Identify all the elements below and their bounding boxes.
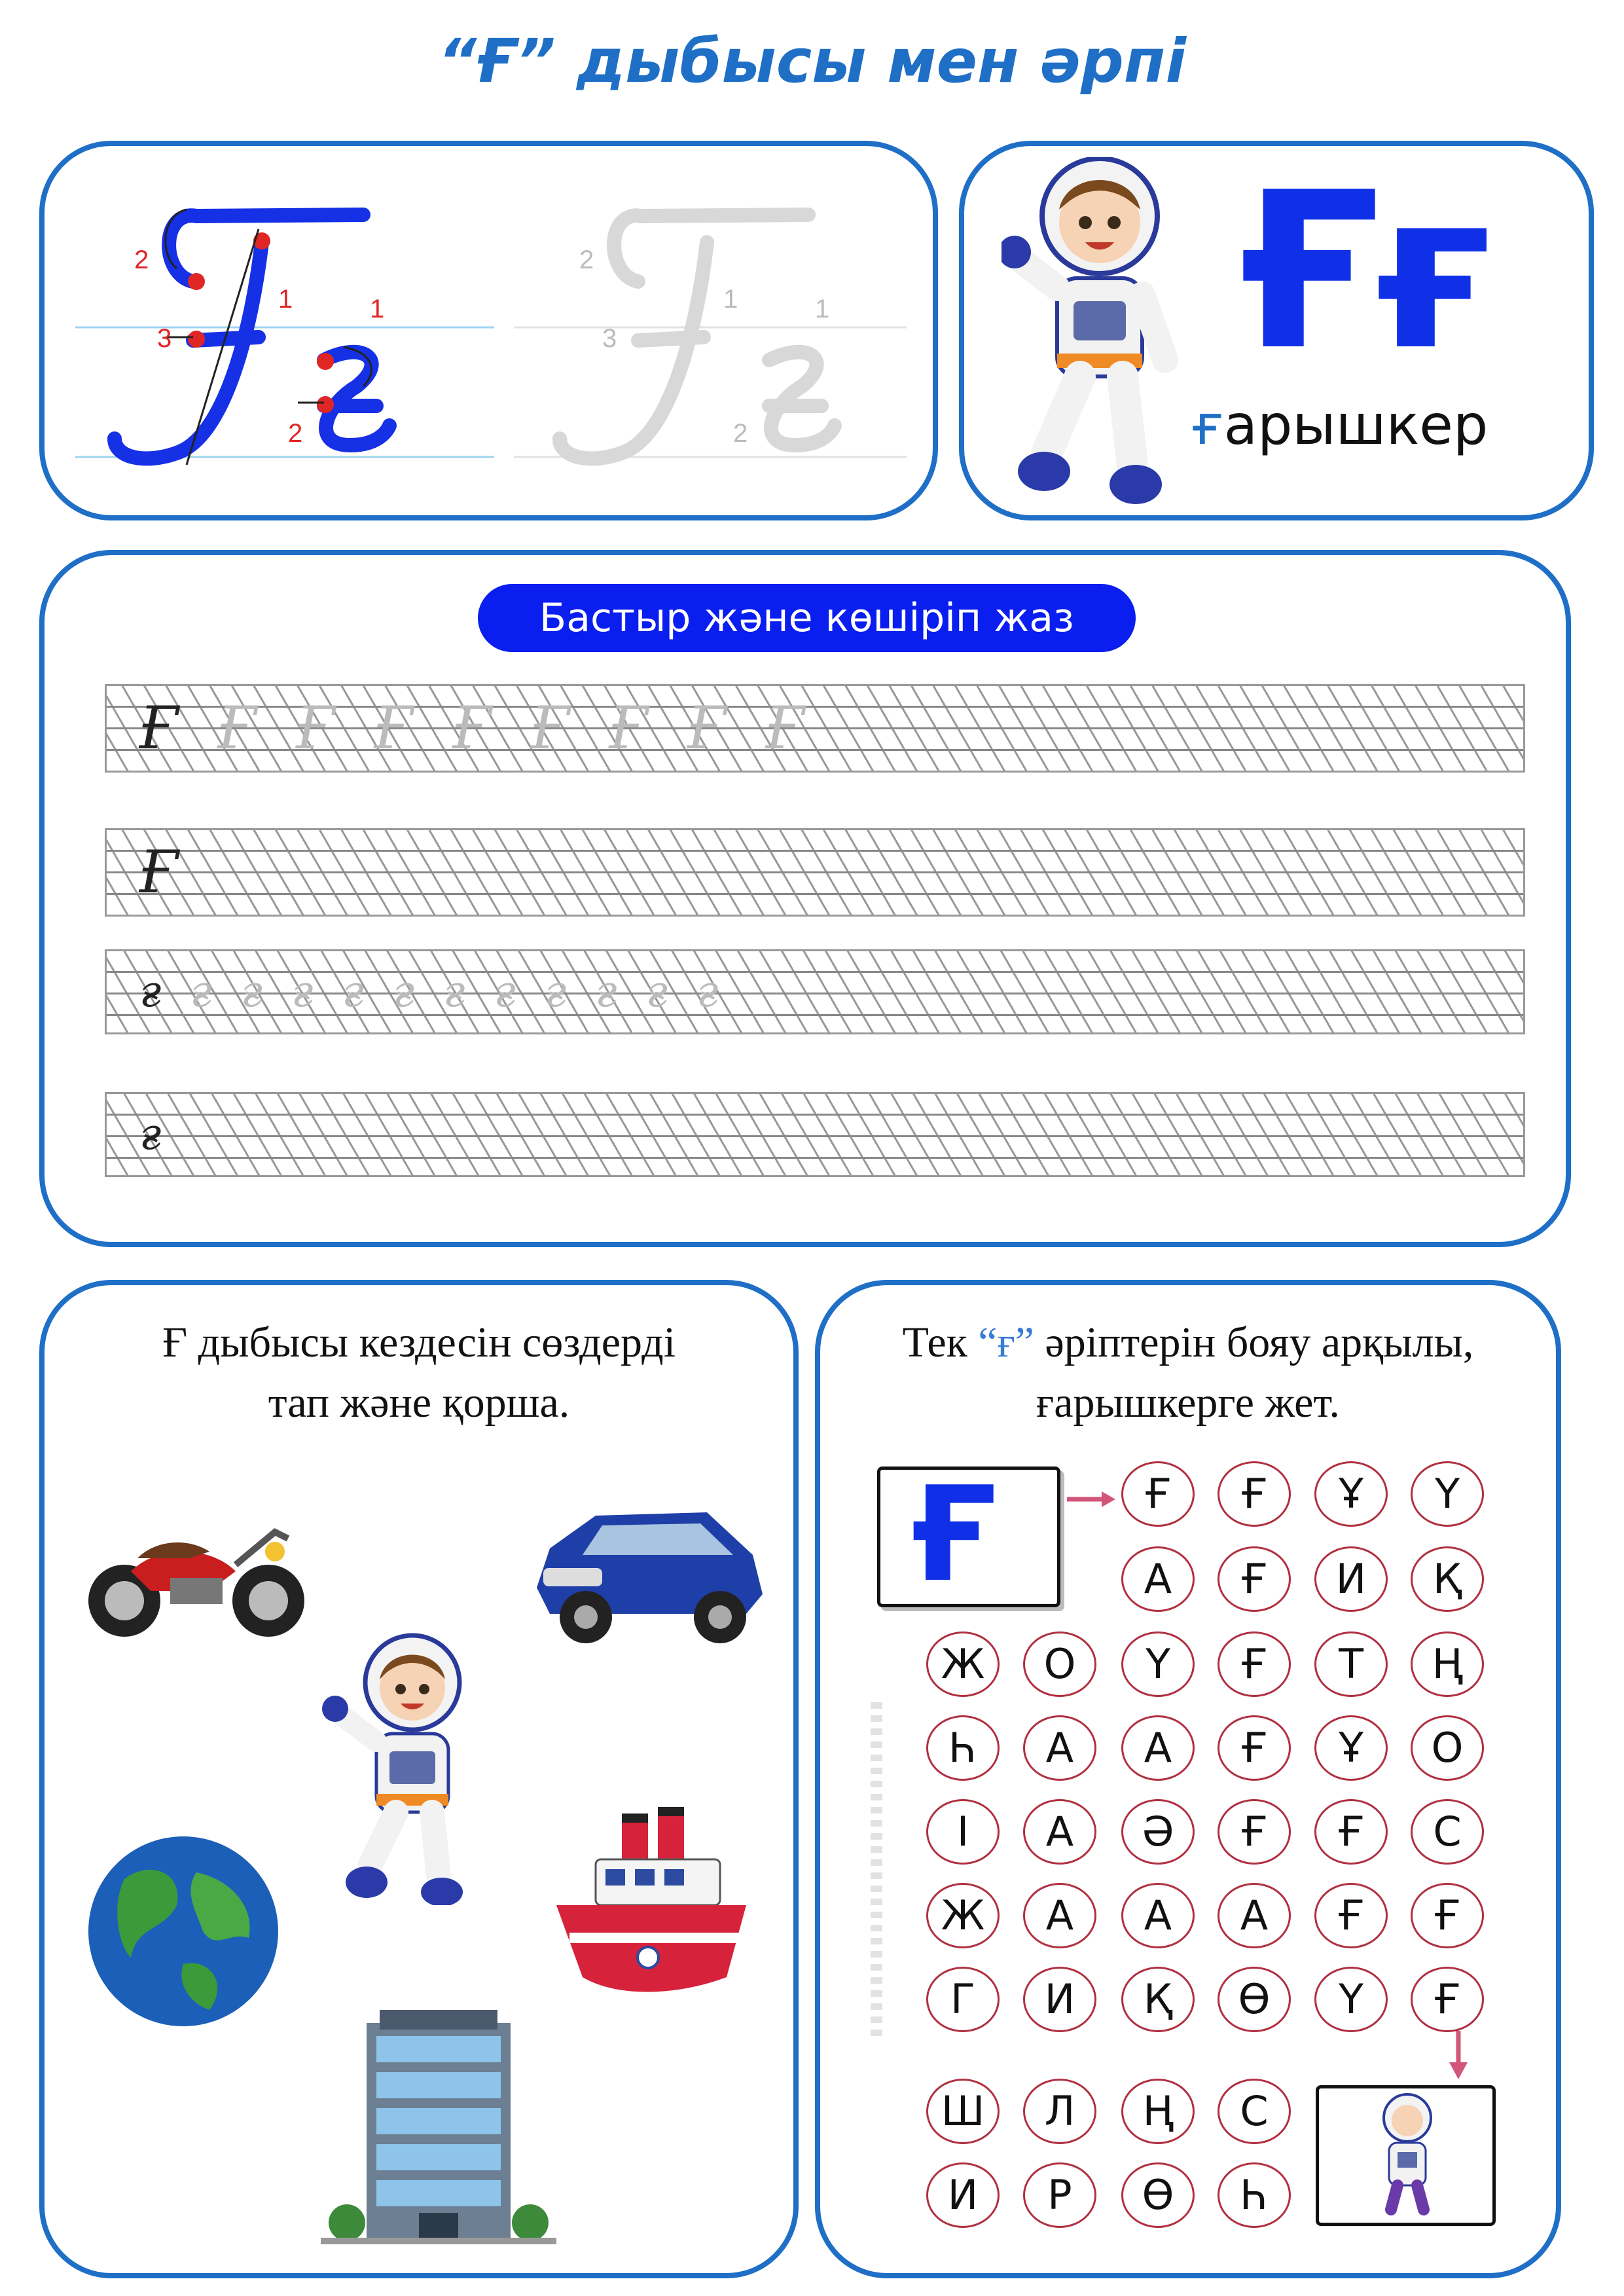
ship-image bbox=[543, 1787, 759, 2003]
big-letter-pair: Ғғ bbox=[1237, 146, 1485, 397]
svg-text:3: 3 bbox=[602, 324, 617, 353]
maze-letter[interactable]: А bbox=[1121, 1883, 1195, 1948]
maze-letter[interactable]: Ң bbox=[1121, 2079, 1195, 2144]
maze-letter[interactable]: Ғ bbox=[1218, 1799, 1291, 1865]
maze-letter[interactable]: Ө bbox=[1218, 1967, 1291, 2032]
instruction-line: Ғ дыбысы кездесін сөздерді bbox=[162, 1319, 676, 1366]
maze-letter[interactable]: Ғ bbox=[1411, 1883, 1484, 1948]
instruction-line: тап және қорша. bbox=[268, 1379, 570, 1427]
maze-letter[interactable]: А bbox=[1121, 1546, 1195, 1612]
instruction-line: Тек “ғ” әріптерін бояу арқылы, bbox=[902, 1319, 1474, 1366]
maze-letter[interactable]: Ғ bbox=[1218, 1631, 1291, 1697]
svg-text:2: 2 bbox=[733, 419, 748, 448]
stroke-number: 2 bbox=[134, 246, 149, 274]
maze-letter[interactable]: Л bbox=[1023, 2079, 1096, 2144]
glyph-row bbox=[139, 830, 179, 915]
maze-letter[interactable]: О bbox=[1411, 1715, 1484, 1781]
trace-glyph: Ғ bbox=[296, 693, 335, 763]
maze-letter[interactable]: А bbox=[1023, 1799, 1096, 1865]
svg-text:1: 1 bbox=[723, 285, 738, 314]
maze-letter[interactable]: Ғ bbox=[1314, 1883, 1388, 1948]
trace-glyph: Ғ bbox=[609, 693, 649, 763]
practice-glyph: ғ bbox=[139, 966, 162, 1017]
trace-glyph: ғ bbox=[494, 966, 516, 1017]
practice-strip bbox=[105, 828, 1525, 917]
cursive-letter-trace bbox=[560, 215, 835, 458]
maze-letter[interactable]: І bbox=[926, 1799, 1000, 1865]
trace-glyph: Ғ bbox=[452, 693, 492, 763]
svg-text:2: 2 bbox=[579, 246, 594, 274]
maze-instruction bbox=[828, 1313, 1548, 1433]
maze-letter[interactable]: Һ bbox=[926, 1715, 1000, 1781]
maze-letter[interactable]: Қ bbox=[1411, 1546, 1484, 1612]
word-rest: арышкер bbox=[1223, 393, 1489, 457]
practice-glyph: Ғ bbox=[139, 837, 179, 907]
maze-letter[interactable]: Ғ bbox=[1411, 1967, 1484, 2032]
trace-glyph: ғ bbox=[443, 966, 465, 1017]
maze-letter[interactable]: С bbox=[1411, 1799, 1484, 1865]
trace-glyph: Ғ bbox=[530, 693, 570, 763]
svg-text:1: 1 bbox=[815, 295, 830, 323]
maze-letter[interactable]: Ұ bbox=[1314, 1461, 1388, 1527]
maze-letter[interactable]: Ң bbox=[1411, 1631, 1484, 1697]
maze-letter[interactable]: Р bbox=[1023, 2162, 1096, 2228]
practice-glyph: ғ bbox=[139, 1109, 162, 1159]
maze-letter[interactable]: Ж bbox=[926, 1883, 1000, 1948]
trace-glyph: ғ bbox=[190, 966, 212, 1017]
maze-letter[interactable]: Ғ bbox=[1218, 1715, 1291, 1781]
maze-letter[interactable]: Һ bbox=[1218, 2162, 1291, 2228]
find-words-instruction bbox=[59, 1313, 779, 1433]
maze-letter[interactable]: Ғ bbox=[1218, 1461, 1291, 1527]
page-title: “Ғ” дыбысы мен әрпі bbox=[438, 26, 1186, 96]
maze-letter[interactable]: Ү bbox=[1121, 1631, 1195, 1697]
maze-letter[interactable]: А bbox=[1218, 1883, 1291, 1948]
glyph-row bbox=[139, 686, 804, 771]
maze-letter[interactable]: А bbox=[1023, 1715, 1096, 1781]
cursive-stroke-diagram bbox=[62, 170, 920, 491]
trace-glyph: ғ bbox=[291, 966, 314, 1017]
maze-letter[interactable]: О bbox=[1023, 1631, 1096, 1697]
trace-glyph: ғ bbox=[342, 966, 364, 1017]
maze-letter[interactable]: А bbox=[1121, 1715, 1195, 1781]
maze-letter[interactable]: И bbox=[1023, 1967, 1096, 2032]
practice-strip bbox=[105, 1092, 1525, 1177]
trace-glyph: ғ bbox=[240, 966, 263, 1017]
maze-start-letter: Ғ bbox=[910, 1459, 998, 1611]
stroke-number: 1 bbox=[278, 285, 293, 314]
trace-glyph: ғ bbox=[595, 966, 617, 1017]
trace-glyph: ғ bbox=[392, 966, 415, 1017]
stroke-number: 3 bbox=[157, 324, 172, 353]
word-highlight-letter: ғ bbox=[1191, 393, 1224, 457]
astronaut-image bbox=[321, 1630, 511, 1905]
maze-letter[interactable]: А bbox=[1023, 1883, 1096, 1948]
copy-instruction-button[interactable]: Бастыр және көшіріп жаз bbox=[478, 584, 1136, 652]
glyph-row bbox=[139, 951, 718, 1032]
letter-card-word bbox=[1191, 393, 1488, 457]
maze-letter[interactable]: Ү bbox=[1314, 1967, 1388, 2032]
maze-letter[interactable]: Ү bbox=[1411, 1461, 1484, 1527]
practice-strip bbox=[105, 949, 1525, 1034]
trace-glyph: ғ bbox=[544, 966, 567, 1017]
maze-letter[interactable]: С bbox=[1218, 2079, 1291, 2144]
maze-letter[interactable]: Ғ bbox=[1121, 1461, 1195, 1527]
practice-glyph: Ғ bbox=[139, 693, 179, 763]
trace-glyph: Ғ bbox=[374, 693, 414, 763]
trace-glyph: Ғ bbox=[765, 693, 805, 763]
stroke-number: 1 bbox=[370, 295, 385, 323]
motorcycle-image bbox=[79, 1493, 314, 1643]
maze-letter[interactable]: Ә bbox=[1121, 1799, 1195, 1865]
trace-glyph: Ғ bbox=[217, 693, 257, 763]
practice-strip bbox=[105, 684, 1525, 773]
maze-letter[interactable]: Ғ bbox=[1314, 1799, 1388, 1865]
maze-letter[interactable]: И bbox=[1314, 1546, 1388, 1612]
faint-alphabet-column bbox=[871, 1702, 882, 2043]
building-image bbox=[308, 1997, 569, 2259]
astronaut-goal-image bbox=[1362, 2092, 1453, 2219]
maze-letter[interactable]: Ұ bbox=[1314, 1715, 1388, 1781]
trace-glyph: ғ bbox=[645, 966, 668, 1017]
maze-letter[interactable]: Ғ bbox=[1218, 1546, 1291, 1612]
maze-letter[interactable]: И bbox=[926, 2162, 1000, 2228]
maze-letter[interactable]: Ө bbox=[1121, 2162, 1195, 2228]
arrow-down-icon bbox=[1447, 2030, 1470, 2082]
maze-letter[interactable]: Ш bbox=[926, 2079, 1000, 2144]
maze-letter[interactable]: Қ bbox=[1121, 1967, 1195, 2032]
stroke-number: 2 bbox=[288, 419, 303, 448]
trace-glyph: ғ bbox=[696, 966, 719, 1017]
car-image bbox=[524, 1483, 772, 1647]
astronaut-image bbox=[1001, 157, 1204, 511]
highlight-letter: “ғ” bbox=[978, 1319, 1034, 1366]
maze-letter[interactable]: Ж bbox=[926, 1631, 1000, 1697]
instruction-line: ғарышкерге жет. bbox=[1036, 1379, 1340, 1427]
trace-glyph: Ғ bbox=[687, 693, 727, 763]
maze-letter[interactable]: Г bbox=[926, 1967, 1000, 2032]
glyph-row bbox=[139, 1094, 161, 1175]
globe-image bbox=[85, 1833, 281, 2030]
maze-letter[interactable]: Т bbox=[1314, 1631, 1388, 1697]
arrow-right-icon bbox=[1066, 1489, 1118, 1509]
